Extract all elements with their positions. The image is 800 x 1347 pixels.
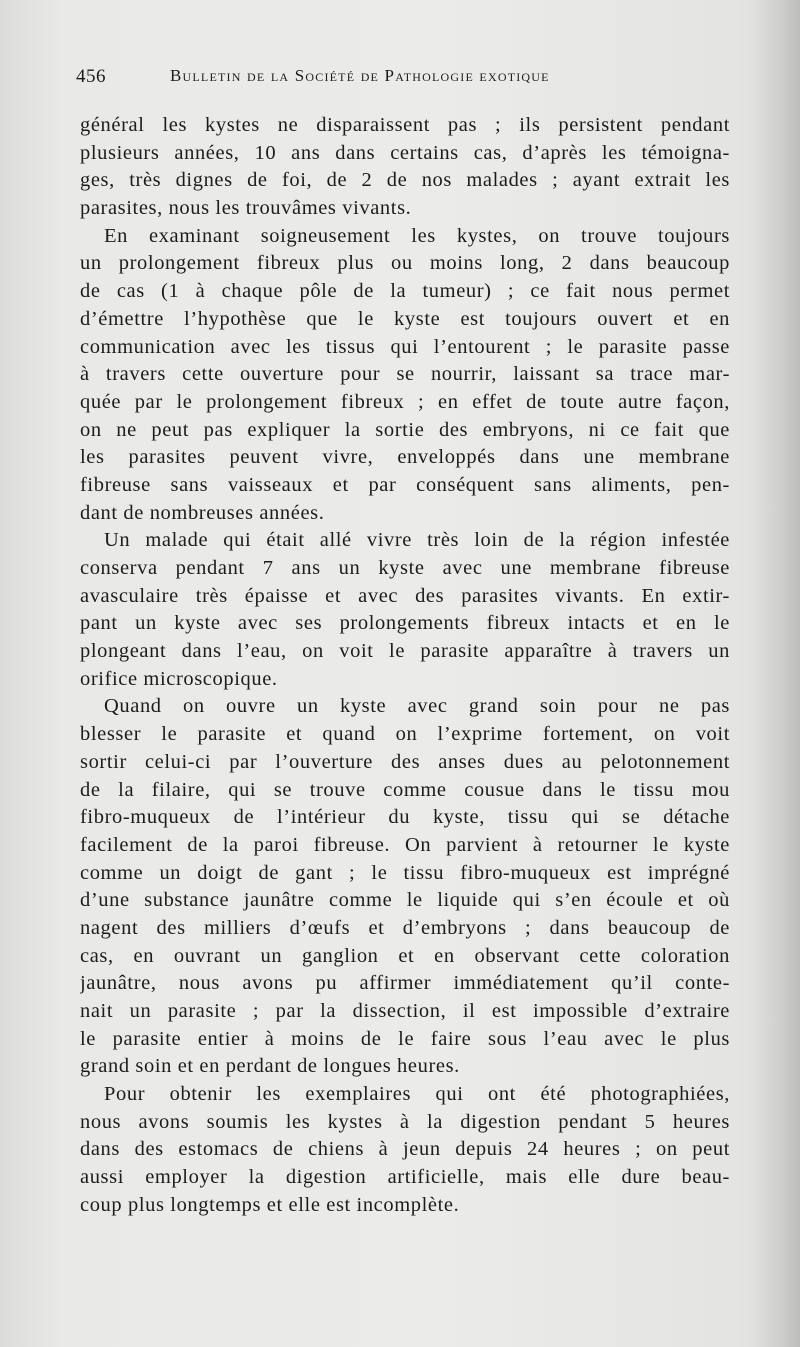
paragraph bbox=[80, 112, 730, 223]
text-line: fibro-muqueux de l’intérieur du kyste, tissu qui se détache bbox=[80, 806, 730, 829]
text-line: le parasite entier à moins de le faire sous l’eau avec le plus bbox=[80, 1027, 730, 1050]
text-line: aussi employer la digestion artificielle, mais elle dure beau- bbox=[80, 1166, 730, 1189]
text-line: à travers cette ouverture pour se nourrir, laissant sa trace mar- bbox=[80, 363, 730, 386]
text-line: Pour obtenir les exemplaires qui ont été photographiées, bbox=[104, 1083, 730, 1106]
text-line: dant de nombreuses années. bbox=[80, 501, 325, 524]
running-head: Bulletin de la Société de Pathologie exotique bbox=[170, 66, 550, 85]
text-line: parasites, nous les trouvâmes vivants. bbox=[80, 197, 412, 220]
text-line: cas, en ouvrant un ganglion et en observant cette coloration bbox=[80, 944, 730, 967]
text-line: d’émettre l’hypothèse que le kyste est toujours ouvert et en bbox=[80, 307, 730, 330]
paragraph bbox=[80, 1081, 730, 1219]
text-line: de la filaire, qui se trouve comme cousue dans le tissu mou bbox=[80, 778, 730, 801]
text-line: blesser le parasite et quand on l’exprime fortement, on voit bbox=[80, 723, 730, 746]
text-line: un prolongement fibreux plus ou moins long, 2 dans beaucoup bbox=[80, 252, 730, 275]
text-line: avasculaire très épaisse et avec des parasites vivants. En extir- bbox=[80, 584, 730, 607]
text-line: quée par le prolongement fibreux ; en effet de toute autre façon, bbox=[80, 390, 730, 413]
text-line: de cas (1 à chaque pôle de la tumeur) ; ce fait nous permet bbox=[80, 280, 730, 303]
text-line: général les kystes ne disparaissent pas ; ils persistent pendant bbox=[80, 114, 730, 136]
text-line: les parasites peuvent vivre, enveloppés dans une membrane bbox=[80, 446, 730, 469]
text-line: conserva pendant 7 ans un kyste avec une membrane fibreuse bbox=[80, 557, 730, 579]
text-line: nait un parasite ; par la dissection, il est impossible d’extraire bbox=[80, 1000, 730, 1022]
text-line: pant un kyste avec ses prolongements fibreux intacts et en le bbox=[80, 612, 730, 635]
text-line: facilement de la paroi fibreuse. On parvient à retourner le kyste bbox=[80, 833, 730, 856]
text-line: plusieurs années, 10 ans dans certains cas, d’après les témoigna- bbox=[80, 141, 730, 164]
text-line: ges, très dignes de foi, de 2 de nos malades ; ayant extrait les bbox=[80, 169, 730, 192]
page-header bbox=[76, 66, 716, 96]
text-line: communication avec les tissus qui l’entourent ; le parasite passe bbox=[80, 335, 730, 358]
text-line: En examinant soigneusement les kystes, on trouve toujours bbox=[104, 224, 730, 247]
text-line: fibreuse sans vaisseaux et par conséquent sans aliments, pen- bbox=[80, 473, 730, 496]
text-line: Quand on ouvre un kyste avec grand soin pour ne pas bbox=[104, 695, 730, 718]
text-line: coup plus longtemps et elle est incomplète. bbox=[80, 1193, 460, 1216]
paragraph bbox=[80, 693, 730, 1081]
text-line: orifice microscopique. bbox=[80, 667, 278, 690]
paragraph bbox=[80, 527, 730, 693]
paragraph bbox=[80, 223, 730, 528]
page-number: 456 bbox=[76, 66, 106, 87]
text-line: sortir celui-ci par l’ouverture des anses dues au pelotonnement bbox=[80, 750, 730, 773]
text-line: nous avons soumis les kystes à la digestion pendant 5 heures bbox=[80, 1110, 730, 1133]
text-line: Un malade qui était allé vivre très loin de la région infestée bbox=[104, 529, 730, 552]
text-line: dans des estomacs de chiens à jeun depuis 24 heures ; on peut bbox=[80, 1138, 730, 1161]
text-line: d’une substance jaunâtre comme le liquide qui s’en écoule et où bbox=[80, 889, 730, 912]
text-line: on ne peut pas expliquer la sortie des embryons, ni ce fait que bbox=[80, 418, 730, 441]
text-line: jaunâtre, nous avons pu affirmer immédiatement qu’il conte- bbox=[80, 972, 730, 995]
page-edge-shadow bbox=[754, 0, 800, 1347]
text-line: comme un doigt de gant ; le tissu fibro-muqueux est imprégné bbox=[80, 861, 730, 884]
body-text bbox=[80, 112, 730, 1220]
text-line: grand soin et en perdant de longues heures. bbox=[80, 1055, 460, 1078]
text-line: nagent des milliers d’œufs et d’embryons ; dans beaucoup de bbox=[80, 916, 730, 939]
text-line: plongeant dans l’eau, on voit le parasite apparaître à travers un bbox=[80, 640, 730, 663]
